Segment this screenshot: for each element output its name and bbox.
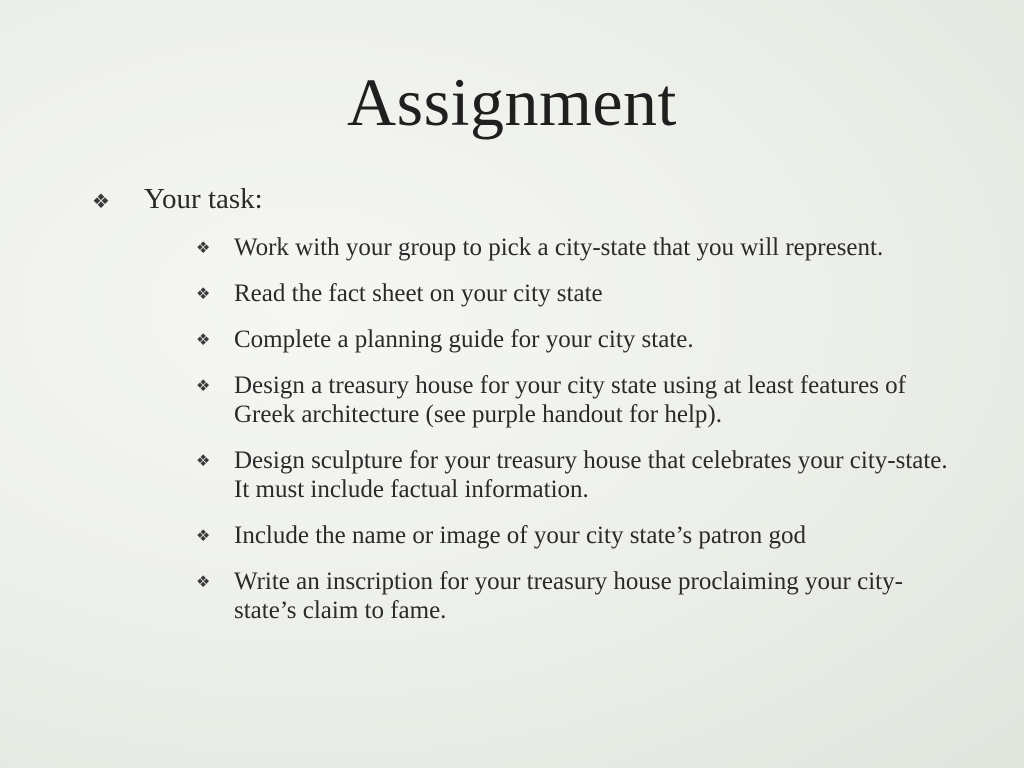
diamond-bullet-icon: ❖ — [196, 526, 211, 545]
task-text: Design sculpture for your treasury house that celebrates your city-state. It must include factual information. — [234, 447, 948, 503]
task-item — [196, 521, 956, 550]
diamond-bullet-icon: ❖ — [196, 376, 211, 395]
bullet-text: Your task: — [144, 183, 263, 215]
task-text: Design a treasury house for your city state using at least features of Greek architecture (see purple handout for help). — [234, 372, 907, 428]
diamond-bullet-icon: ❖ — [196, 238, 211, 257]
task-list — [196, 233, 956, 642]
bullet-item-your-task — [92, 181, 263, 219]
task-item — [196, 233, 956, 262]
task-item — [196, 567, 956, 625]
diamond-bullet-icon: ❖ — [92, 189, 110, 213]
task-text: Write an inscription for your treasury house proclaiming your city-state’s claim to fame. — [234, 568, 903, 624]
task-text: Work with your group to pick a city-state that you will represent. — [234, 234, 884, 261]
diamond-bullet-icon: ❖ — [196, 572, 211, 591]
diamond-bullet-icon: ❖ — [196, 451, 211, 470]
task-item — [196, 279, 956, 308]
task-item — [196, 446, 956, 504]
task-item — [196, 325, 956, 354]
diamond-bullet-icon: ❖ — [196, 284, 211, 303]
diamond-bullet-icon: ❖ — [196, 330, 211, 349]
slide-title: Assignment — [347, 64, 677, 140]
task-item — [196, 371, 956, 429]
task-text: Read the fact sheet on your city state — [234, 280, 603, 307]
task-text: Complete a planning guide for your city state. — [234, 326, 694, 353]
task-text: Include the name or image of your city state’s patron god — [234, 522, 807, 549]
